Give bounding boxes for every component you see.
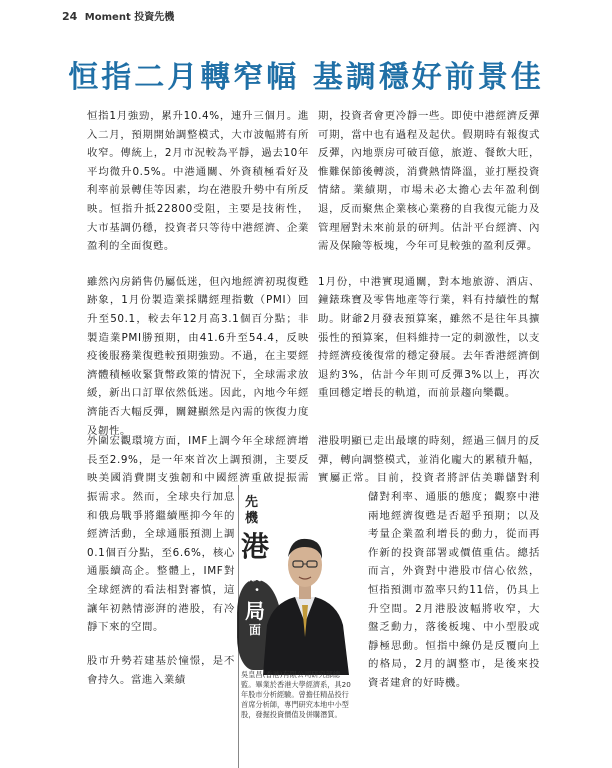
column-title-char: 機 <box>245 511 259 526</box>
columnist-bio: 吳皇昌(香港)有限公司研究部總監。畢業於香港大學經濟系，具20年股市分析經驗。曾擔任精品投行首席分析師，專門研究本地中小型股，發掘投資價值及併購潛質。 <box>241 670 351 719</box>
column-title-char: 港 <box>241 530 270 563</box>
paragraph-text: 儲對利率、通脹的態度；觀察中港兩地經濟復甦是否超乎預期；以及考量企業盈利增長的動力，從而再作新的投資部署或價值重估。總括而言，外資對中港股市信心依然，恒指預測市盈率只約11倍，仍具上升空間。2月港股波幅將收窄，大盤乏動力，落後板塊、中小型股或靜極思動。恒指中線仍是反覆向上的格局，2月的調整市，是後來投資者建倉的好時機。 <box>368 491 540 689</box>
paragraph-text: 振需求。然而，全球央行加息和俄烏戰爭將繼續壓抑今年的經濟活動，全球通脹預測上調0.1個百分點，至6.6%，核心通脹續高企。整體上，IMF對全球經濟的看法相對審慎，這讓年初熱情澎湃的港股，有冷靜下來的空間。 <box>87 491 235 634</box>
right-column-top <box>318 107 540 403</box>
left-column-para3-wide <box>87 432 309 488</box>
paragraph: 外圍宏觀環境方面，IMF上調今年全球經濟增長至2.9%，是一年來首次上調預測，主要反映美國消費開支強韌和中國經濟重啟提振需 <box>87 435 309 485</box>
article-headline: 恒指二月轉窄幅 基調穩好前景佳 <box>68 60 544 95</box>
column-title-char: 先 <box>245 495 259 510</box>
paragraph: 期，投資者會更冷靜一些。即使中港經濟反彈可期，當中也有過程及起伏。假期時有報復式反彈，內地票房可破百億，旅遊、餐飲大旺，惟難保節後轉淡，消費熱情降溫，並打壓投資情緒。業績期，市場未必太擔心去年盈利倒退，反而聚焦企業核心業務的自我復元能力及管理層對未來前景的研判。估計平台經濟、內需及保險等板塊，今年可見較強的盈利反彈。 <box>318 110 540 253</box>
left-column-para4 <box>87 652 235 689</box>
column-title-char: 面 <box>249 623 262 637</box>
paragraph: 1月份，中港實現通關，對本地旅游、酒店、鐘錶珠寶及零售地產等行業，料有持續性的幫助。財爺2月發表預算案，雖然不是往年具擴張性的預算案，但料維持一定的刺激性，以支持經濟疫後復常的穩定發展。去年香港經濟倒退約3%，估計今年則可反彈3%以上，再次重回穩定增長的軌道，而前景趨向樂觀。 <box>318 275 540 400</box>
left-column-para3-narrow <box>87 488 235 638</box>
paragraph: 雖然內房銷售仍屬低迷，但內地經濟初現復甦跡象，1月份製造業採購經理指數（PMI）回升至50.1，較去年12月高3.1個百分點；非製造業PMI勝預期，由41.6升至54.4，反映疫後服務業復甦較預期強勁。不過，在主要經濟體積極收緊貨幣政策的情況下，全球需求放緩，新出口訂單依然低迷。因此，內地今年經濟能否大幅反彈，關鍵顯然是內需的恢復力度及韌性。 <box>87 275 309 437</box>
paragraph: 股市升勢若建基於憧憬，是不會持久。當進入業績 <box>87 655 235 686</box>
paragraph-continued <box>87 488 235 637</box>
columnist-portrait <box>255 505 355 675</box>
column-title-char: 局 <box>245 599 265 623</box>
left-column-top <box>87 107 309 440</box>
right-column-para3-wide <box>318 432 540 488</box>
magazine-name: Moment 投資先機 <box>84 12 175 23</box>
page-header <box>62 8 174 23</box>
columnist-box <box>237 485 357 768</box>
right-column-para3-narrow <box>368 488 540 693</box>
paragraph: 恒指1月強勁，累升10.4%，連升三個月。進入二月，預期開始調整模式，大市波幅將有所收窄。傳統上，2月市況較為平靜，過去10年平均微升0.5%。中港通關、外資積極看好及利率前景轉佳等因素，均在港股升勢中有所反映。恒指升抵22800受阻，主要是技術性，大市基調仍穩，投資者只等待中港經濟、企業盈利的全面復甦。 <box>87 110 309 253</box>
column-title-char: 股 <box>249 569 262 583</box>
page-number: 24 <box>62 10 78 23</box>
paragraph: 港股明顯已走出最壞的時刻，經過三個月的反彈，轉向調整模式，並消化龐大的累積升幅，實屬正常。目前，投資者將評估美聯儲對利 <box>318 435 540 485</box>
column-title-char: ・ <box>251 583 264 597</box>
